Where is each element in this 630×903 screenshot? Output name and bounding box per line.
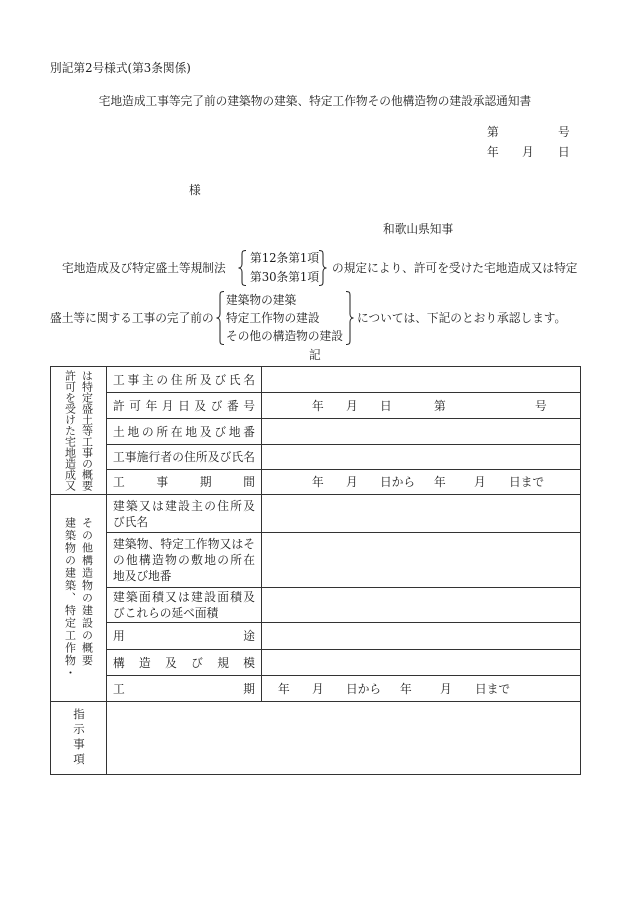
issue-date-year: 年	[487, 145, 499, 159]
document-number-prefix: 第	[487, 125, 499, 139]
brace-close-icon	[346, 291, 354, 345]
work-type-option: 建築物の建築	[226, 293, 297, 307]
end-day-unit: 日まで	[475, 681, 511, 696]
date-month-unit: 月	[346, 398, 358, 413]
end-year-unit: 年	[434, 475, 446, 489]
section-heading-column: 建築物の建築、特定工作物・	[63, 516, 77, 680]
start-day-unit: 日から	[380, 475, 416, 489]
document-title: 宅地造成工事等完了前の建築物の建築、特定工作物その他構造物の建設承認通知書	[98, 94, 532, 108]
row-label-text: 工事施行者の住所及び氏名	[113, 450, 255, 464]
permit-number-prefix: 第	[434, 398, 446, 413]
law-article-option: 第30条第1項	[250, 270, 320, 284]
start-year-unit: 年	[278, 681, 290, 696]
section-heading-permit-work	[51, 367, 107, 495]
note-heading: 記	[309, 348, 321, 362]
instructions-value	[107, 702, 581, 775]
row-value-work-period	[262, 470, 581, 495]
row-label-builder	[107, 495, 262, 533]
brace-open-icon	[216, 291, 224, 345]
row-value-permit-date-number	[262, 393, 581, 419]
body-line2-trail: については、下記のとおり承認します。	[357, 311, 567, 325]
row-value-builder	[262, 495, 581, 533]
row-label-line: 建築又は建設主の住所及	[113, 498, 255, 513]
row-label-land-location	[107, 419, 262, 445]
row-label-line: 建築面積又は建設面積及	[113, 590, 255, 604]
section-heading-text: 指示事項	[72, 708, 86, 768]
row-label-work-period	[107, 470, 262, 495]
end-month-unit: 月	[440, 681, 452, 696]
row-label-text: 用途	[113, 629, 255, 643]
work-type-option: その他の構造物の建設	[226, 329, 343, 343]
section-heading-column: その他構造物の建設の概要	[80, 516, 94, 667]
row-label-text: 土地の所在地及び地番	[113, 424, 255, 439]
start-year-unit: 年	[312, 475, 324, 489]
body-line2-lead: 盛土等に関する工事の完了前の	[50, 311, 214, 325]
row-value-contractor	[262, 445, 581, 470]
start-day-unit: 日から	[346, 681, 382, 696]
row-value-land-location	[262, 419, 581, 445]
issue-date-day: 日	[558, 145, 570, 159]
row-label-text: 工事主の住所及び氏名	[113, 372, 255, 387]
row-label-floor-area	[107, 588, 262, 623]
row-value-site-location	[262, 533, 581, 588]
row-value-use	[262, 623, 581, 650]
row-label-line: びこれらの延べ面積	[113, 606, 219, 620]
row-label-use	[107, 623, 262, 650]
row-label-construction-period	[107, 676, 262, 702]
section-heading-instructions	[51, 702, 107, 775]
row-label-text: 構造及び規模	[113, 655, 255, 670]
recipient-honorific: 様	[189, 183, 201, 197]
form-reference: 別記第2号様式(第3条関係)	[50, 61, 191, 75]
section-heading-column: は特定盛土等工事の概要	[80, 370, 94, 491]
issuer-name: 和歌山県知事	[383, 222, 454, 236]
row-label-line: 地及び地番	[113, 569, 172, 583]
end-day-unit: 日まで	[509, 475, 545, 489]
brace-close-icon	[319, 250, 327, 286]
permit-number-suffix: 号	[535, 398, 547, 413]
row-value-construction-period	[262, 676, 581, 702]
row-label-text: 工期	[113, 681, 255, 696]
row-label-text: 工事期間	[113, 475, 255, 489]
start-month-unit: 月	[312, 681, 324, 696]
document-number-suffix: 号	[558, 125, 570, 139]
start-month-unit: 月	[346, 475, 358, 489]
brace-open-icon	[238, 250, 246, 286]
row-label-permit-date-number	[107, 393, 262, 419]
end-month-unit: 月	[474, 475, 486, 489]
row-label-structure-scale	[107, 650, 262, 676]
law-article-option: 第12条第1項	[250, 251, 320, 265]
work-type-option: 特定工作物の建設	[226, 311, 320, 325]
row-label-line: び氏名	[113, 514, 149, 529]
row-value-structure-scale	[262, 650, 581, 676]
date-day-unit: 日	[380, 398, 392, 413]
body-line1-lead: 宅地造成及び特定盛土等規制法	[62, 261, 226, 275]
row-label-site-location	[107, 533, 262, 588]
row-value-floor-area	[262, 588, 581, 623]
row-label-line: の他構造物の敷地の所在	[113, 553, 255, 567]
section-heading-text	[62, 517, 96, 680]
row-label-contractor	[107, 445, 262, 470]
summary-table	[50, 366, 581, 775]
row-label-text: 許可年月日及び番号	[113, 398, 255, 413]
row-label-project-owner	[107, 367, 262, 393]
row-label-line: 建築物、特定工作物又はそ	[113, 537, 255, 551]
section-heading-construction	[51, 495, 107, 702]
section-heading-column: 許可を受けた宅地造成又	[63, 370, 77, 491]
section-heading-text	[62, 370, 96, 491]
end-year-unit: 年	[400, 681, 412, 696]
body-line1-trail: の規定により、許可を受けた宅地造成又は特定	[332, 261, 578, 275]
date-year-unit: 年	[312, 398, 324, 413]
row-value-project-owner	[262, 367, 581, 393]
issue-date-month: 月	[522, 145, 534, 159]
